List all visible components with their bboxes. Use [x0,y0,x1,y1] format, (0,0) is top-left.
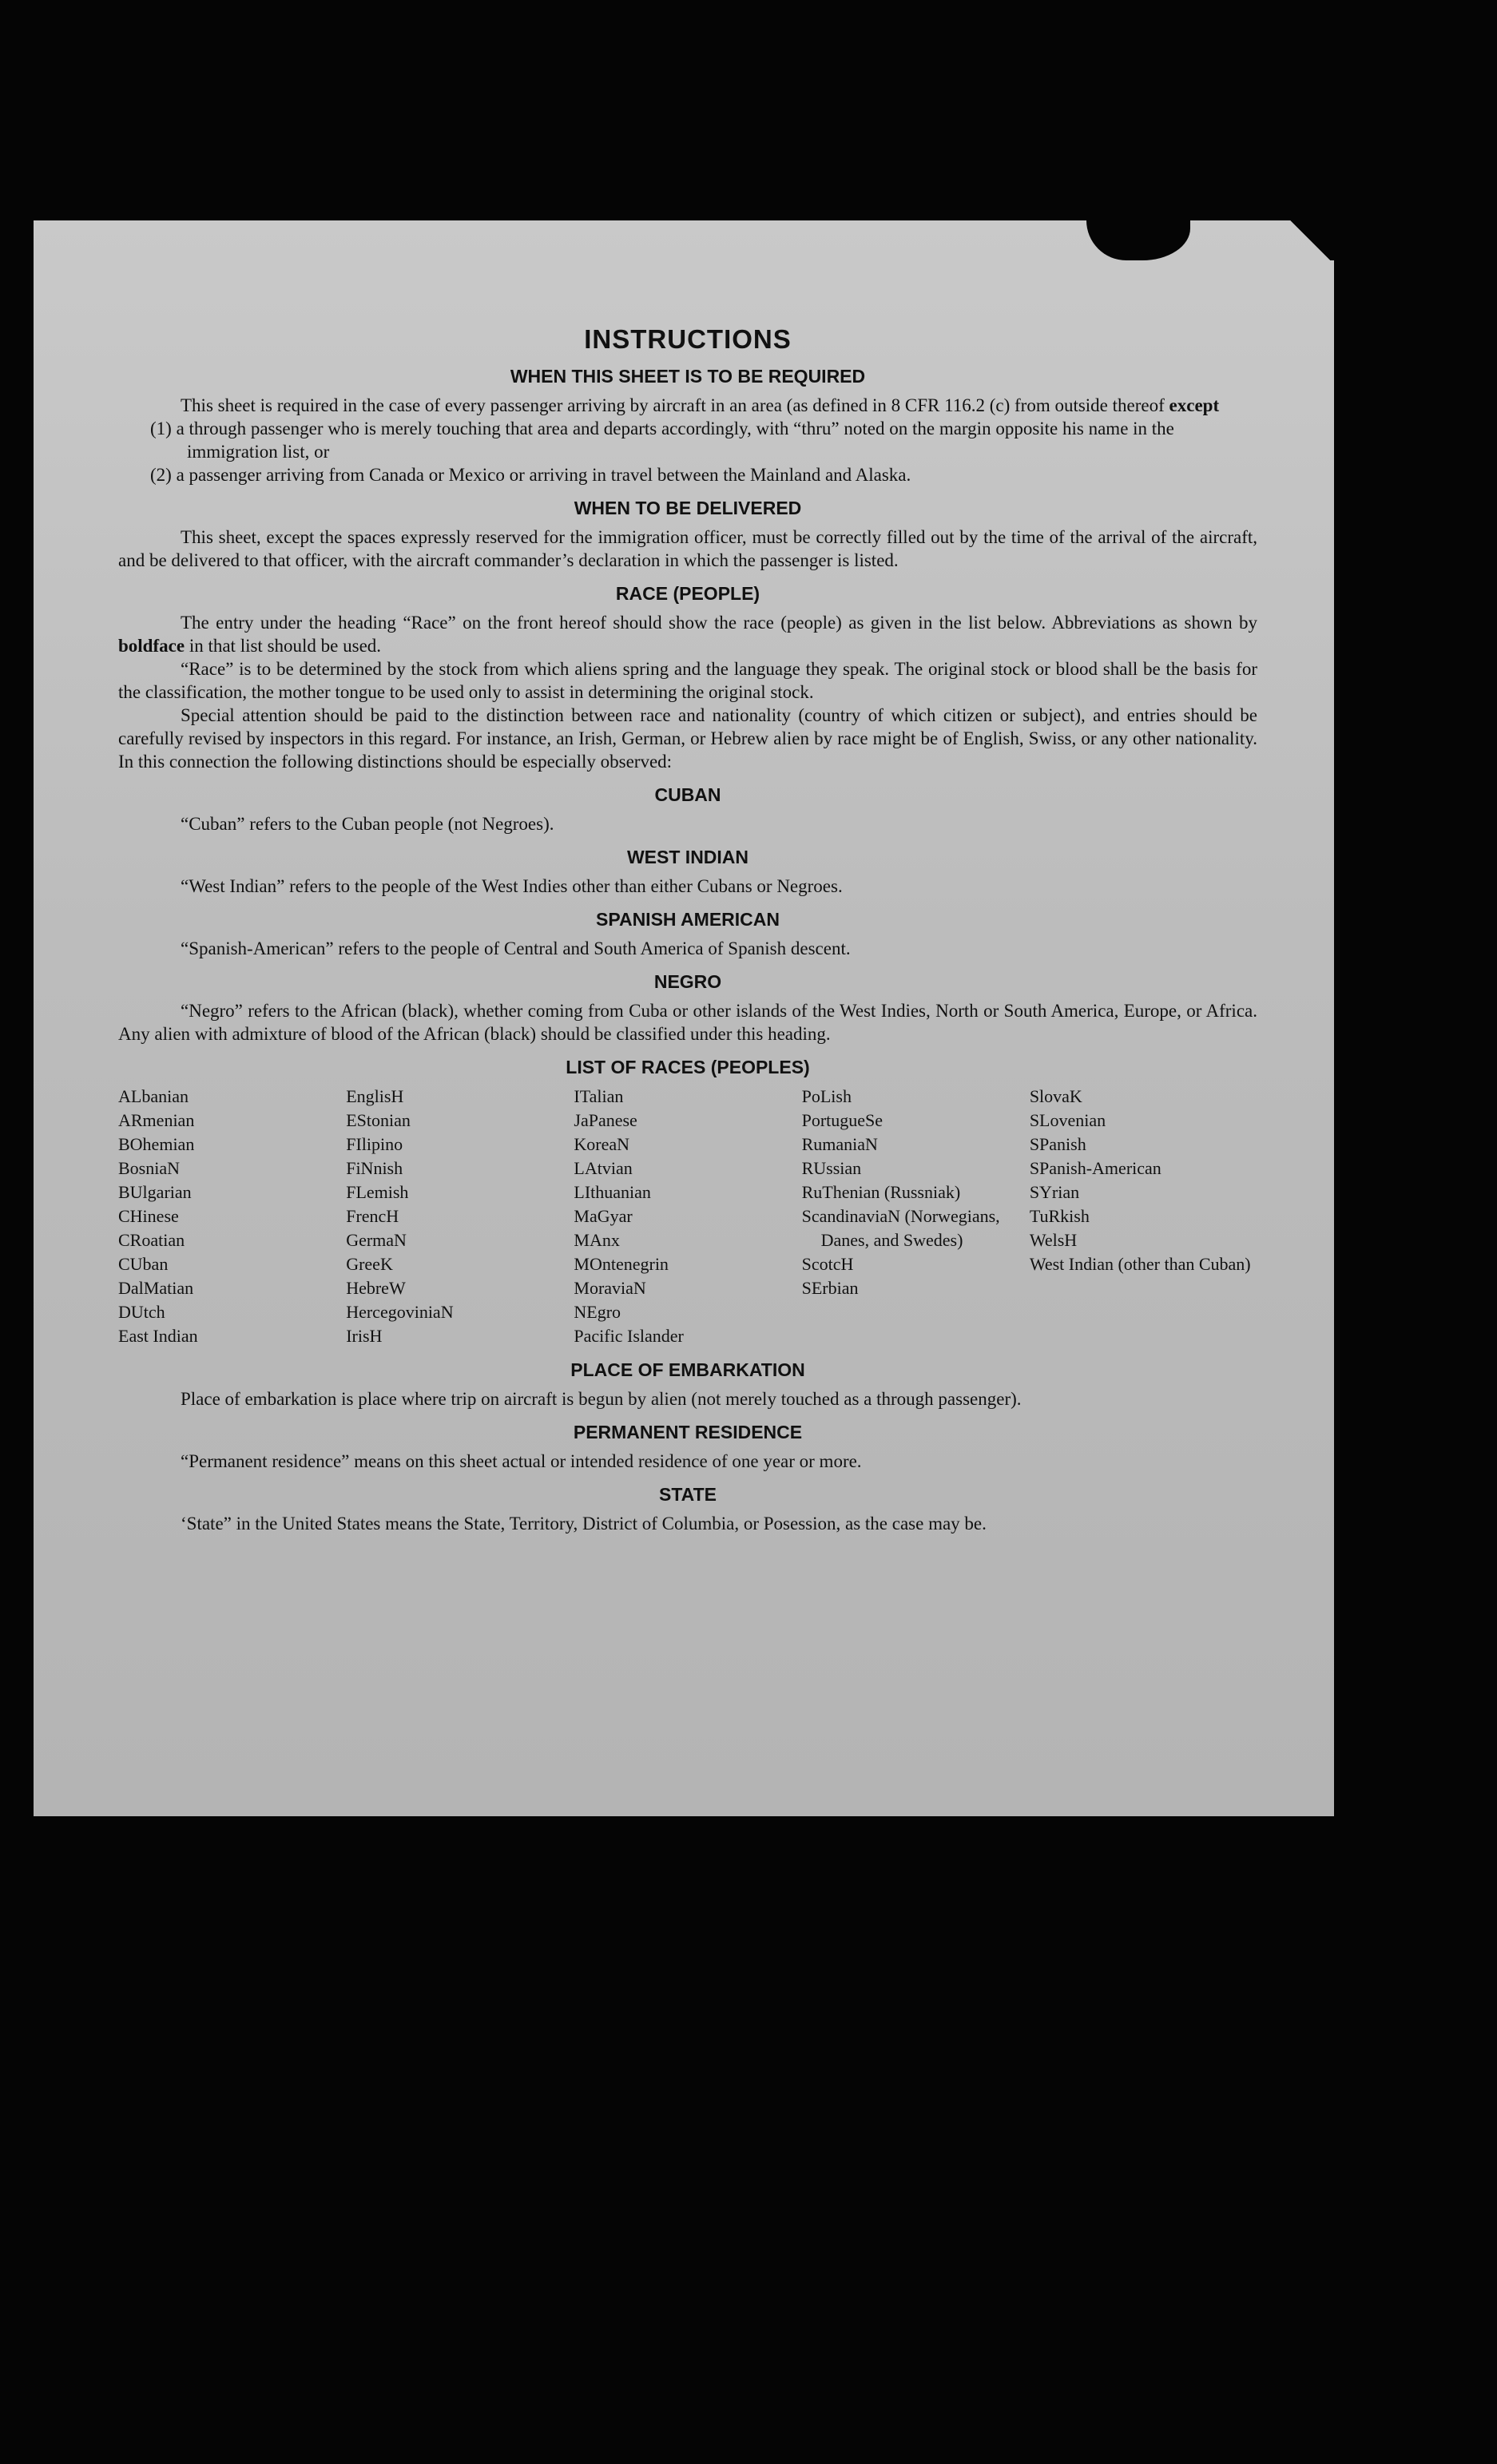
race-entry: NEgro [574,1302,621,1322]
race-entry: ARmenian [118,1110,195,1130]
race-entry: RUssian [801,1158,862,1178]
exception-item: (1) a through passenger who is merely touching that area and departs accordingly, with “thru” noted on the margin opposite his name in the immigration list, or [150,419,1174,462]
race-entry: MaGyar [574,1206,633,1226]
exception-item: (2) a passenger arriving from Canada or Mexico or arriving in travel between the Mainland and Alaska. [150,465,911,485]
race-entry: SlovaK [1029,1086,1082,1106]
race-entry: PoLish [801,1086,852,1106]
race-entry: CHinese [118,1206,179,1226]
races-column [802,1085,1030,1348]
heading-race: RACE (PEOPLE) [615,583,760,604]
race-entry: HebreW [346,1278,406,1298]
required-exceptions [118,417,1257,486]
race-entry: FIlipino [346,1134,403,1154]
delivered-text: This sheet, except the spaces expressly reserved for the immigration officer, must be correctly filled out by the time of the arrival of the aircraft, and be delivered to that officer, with the aircraft commander’s declaration in which the passenger is listed. [118,527,1257,570]
race-entry: PortugueSe [801,1110,884,1130]
negro-text: “Negro” refers to the African (black), whether coming from Cuba or other islands of the West Indies, North or South America, Europe, or Africa. Any alien with admixture of blood of the African (black) should be classified under this heading. [118,1001,1257,1044]
state-text: ‘State” in the United States means the State, Territory, District of Columbia, or Posession, as the case may be. [181,1514,987,1534]
torn-edge [1086,220,1190,260]
race-entry: LAtvian [574,1158,633,1178]
heading-embarkation: PLACE OF EMBARKATION [570,1359,805,1380]
heading-negro: NEGRO [653,971,722,992]
cuban-text: “Cuban” refers to the Cuban people (not Negroes). [181,814,554,834]
race-entry: ITalian [574,1086,624,1106]
races-column [118,1085,346,1348]
race-entry: BosniaN [118,1158,180,1178]
west-indian-text: “West Indian” refers to the people of the West Indies other than either Cubans or Negroes. [181,876,843,896]
race-entry: DUtch [118,1302,165,1322]
race-entry: GermaN [346,1230,407,1250]
race-entry: FrencH [346,1206,399,1226]
race-entry: SYrian [1029,1182,1080,1202]
heading-spanish-american: SPANISH AMERICAN [595,909,780,930]
race-entry: MOntenegrin [574,1254,669,1274]
heading-state: STATE [659,1484,717,1505]
race-entry: RuThenian (Russniak) [801,1182,961,1202]
race-entry: ScandinaviaN (Norwegians, Danes, and Swedes) [801,1206,1000,1250]
race-entry: BUlgarian [118,1182,192,1202]
races-column [1030,1085,1257,1348]
race-entry: FiNnish [346,1158,403,1178]
race-entry: ScotcH [801,1254,854,1274]
race-entry: TuRkish [1029,1206,1090,1226]
race-entry: IrisH [346,1326,383,1346]
race-paragraph-2: “Race” is to be determined by the stock from which aliens spring and the language they speak. The original stock or blood shall be the basis for the classification, the mother tongue to be used only to assist in determining the original stock. [118,659,1257,702]
race-entry: HercegoviniaN [346,1302,454,1322]
instruction-sheet [34,220,1334,1816]
required-intro: This sheet is required in the case of every passenger arriving by aircraft in an area (as defined in 8 CFR 116.2 (c) from outside thereof except [181,395,1220,415]
race-entry: RumaniaN [801,1134,878,1154]
race-entry: CRoatian [118,1230,185,1250]
heading-delivered: WHEN TO BE DELIVERED [574,498,802,518]
race-entry: MoraviaN [574,1278,646,1298]
race-entry: DalMatian [118,1278,194,1298]
race-paragraph-1: The entry under the heading “Race” on the front hereof should show the race (people) as given in the list below. Abbreviations as shown by boldface in that list should be used. [118,613,1257,656]
race-entry: KoreaN [574,1134,630,1154]
race-entry: JaPanese [574,1110,637,1130]
race-entry: FLemish [346,1182,409,1202]
race-entry: East Indian [118,1326,198,1346]
spanish-american-text: “Spanish-American” refers to the people of Central and South America of Spanish descent. [181,938,851,958]
residence-text: “Permanent residence” means on this sheet actual or intended residence of one year or more. [181,1451,862,1471]
race-entry: EnglisH [346,1086,404,1106]
race-entry: West Indian (other than Cuban) [1029,1254,1251,1274]
races-column [346,1085,574,1348]
heading-list-of-races: LIST OF RACES (PEOPLES) [566,1057,810,1077]
races-column [574,1085,801,1348]
race-entry: ALbanian [118,1086,189,1106]
embarkation-text: Place of embarkation is place where trip on aircraft is begun by alien (not merely touched as a through passenger). [181,1389,1022,1409]
race-entry: MAnx [574,1230,620,1250]
races-list [118,1085,1257,1348]
race-entry: CUban [118,1254,169,1274]
race-entry: SLovenian [1029,1110,1106,1130]
race-entry: SPanish [1029,1134,1086,1154]
race-entry: SPanish-American [1029,1158,1161,1178]
page-title: INSTRUCTIONS [584,324,792,354]
race-entry: GreeK [346,1254,393,1274]
race-entry: LIthuanian [574,1182,651,1202]
race-entry: WelsH [1029,1230,1078,1250]
race-entry: Pacific Islander [574,1326,684,1346]
heading-required: WHEN THIS SHEET IS TO BE REQUIRED [510,366,866,387]
folded-corner [1286,220,1334,260]
race-entry: SErbian [801,1278,859,1298]
heading-cuban: CUBAN [654,784,721,805]
heading-residence: PERMANENT RESIDENCE [573,1422,803,1442]
race-entry: BOhemian [118,1134,195,1154]
race-paragraph-3: Special attention should be paid to the distinction between race and nationality (country of which citizen or subject), and entries should be carefully revised by inspectors in this regard. For instance, an Irish, German, or Hebrew alien by race might be of English, Swiss, or any other nationality. In this connection the following distinctions should be especially observed: [118,705,1257,772]
heading-west-indian: WEST INDIAN [626,847,749,867]
race-entry: EStonian [346,1110,411,1130]
